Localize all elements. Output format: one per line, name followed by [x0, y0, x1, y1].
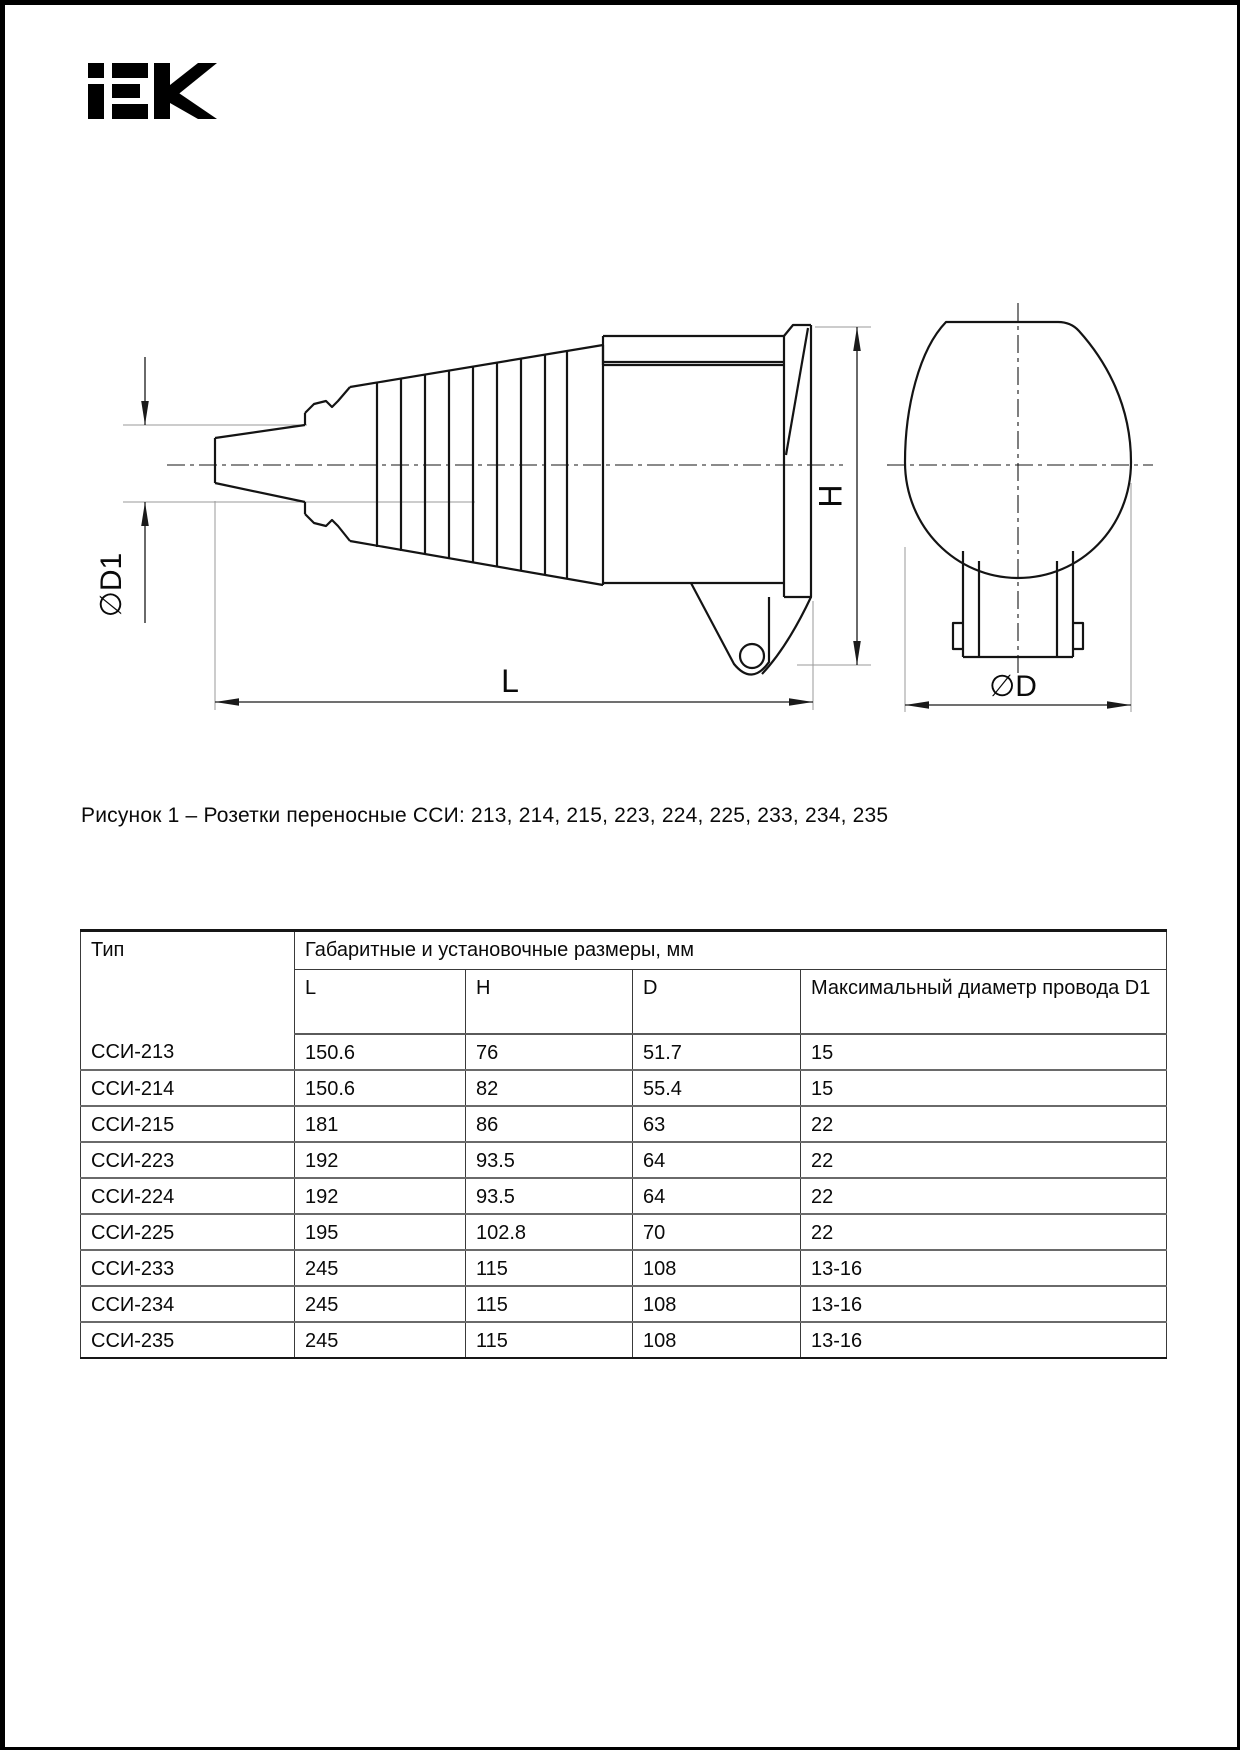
table-cell-l: 195	[295, 1214, 466, 1250]
table-cell-h: 102.8	[466, 1214, 633, 1250]
table-row	[81, 1142, 1167, 1178]
dim-label-l: L	[501, 663, 519, 699]
table-cell-d: 70	[633, 1214, 801, 1250]
table-cell-l: 192	[295, 1178, 466, 1214]
table-cell-type: ССИ-223	[81, 1142, 295, 1178]
table-cell-d: 64	[633, 1142, 801, 1178]
col-header-d1max: Максимальный диаметр провода D1	[801, 970, 1167, 1035]
table-cell-h: 76	[466, 1034, 633, 1070]
col-header-type: Тип	[81, 931, 295, 1035]
table-cell-d1max: 22	[801, 1214, 1167, 1250]
table-row	[81, 1286, 1167, 1322]
table-cell-d1max: 13-16	[801, 1322, 1167, 1358]
table-cell-type: ССИ-213	[81, 1034, 295, 1070]
table-row	[81, 1034, 1167, 1070]
iek-logo	[88, 61, 218, 119]
table-cell-l: 181	[295, 1106, 466, 1142]
table-cell-l: 192	[295, 1142, 466, 1178]
table-row	[81, 1106, 1167, 1142]
centerlines	[167, 303, 1153, 673]
iek-logo-glyphs	[88, 63, 217, 119]
table-cell-d1max: 15	[801, 1034, 1167, 1070]
col-header-d: D	[633, 970, 801, 1035]
table-row	[81, 1250, 1167, 1286]
table-cell-type: ССИ-233	[81, 1250, 295, 1286]
table-cell-d: 55.4	[633, 1070, 801, 1106]
dim-label-d1: ∅D1	[94, 552, 128, 618]
table-cell-d1max: 15	[801, 1070, 1167, 1106]
table-cell-type: ССИ-235	[91, 1330, 175, 1352]
table-cell-h: 86	[466, 1106, 633, 1142]
technical-drawing	[5, 255, 1240, 725]
dim-label-d: ∅D	[989, 670, 1037, 703]
table-cell-h: 115	[466, 1322, 633, 1358]
table-cell-type: ССИ-224	[81, 1178, 295, 1214]
table-cell-l: 150.6	[295, 1034, 466, 1070]
table-header-row-group	[81, 931, 1167, 970]
side-view	[215, 325, 811, 675]
col-header-l: L	[295, 970, 466, 1035]
dimension-lines	[145, 327, 1131, 705]
table-cell-d: 108	[633, 1322, 801, 1358]
table-cell-d: 51.7	[633, 1034, 801, 1070]
col-header-dimensions-group: Габаритные и установочные размеры, мм	[295, 931, 1167, 970]
table-cell-d: 64	[633, 1178, 801, 1214]
table-cell-type: ССИ-215	[81, 1106, 295, 1142]
spec-table	[80, 929, 1167, 1359]
figure-caption: Рисунок 1 – Розетки переносные ССИ: 213, 214, 215, 223, 224, 225, 233, 234, 235	[81, 804, 889, 827]
table-row	[81, 1322, 1167, 1358]
dim-label-h: H	[812, 484, 849, 508]
spec-table-body	[81, 1034, 1167, 1358]
table-cell-h: 93.5	[466, 1178, 633, 1214]
table-cell-l: 245	[295, 1322, 466, 1358]
table-cell-l: 150.6	[295, 1070, 466, 1106]
table-cell-l: 245	[295, 1250, 466, 1286]
table-cell-d: 108	[633, 1286, 801, 1322]
table-cell-type: ССИ-214	[81, 1070, 295, 1106]
col-header-h: H	[466, 970, 633, 1035]
table-cell-d1max: 22	[801, 1142, 1167, 1178]
table-cell-h: 115	[466, 1250, 633, 1286]
table-cell-d: 108	[633, 1250, 801, 1286]
table-cell-d1max: 22	[801, 1106, 1167, 1142]
table-cell-d1max: 13-16	[801, 1250, 1167, 1286]
table-cell-d1max: 22	[801, 1178, 1167, 1214]
table-cell-l: 245	[295, 1286, 466, 1322]
table-cell-type: ССИ-234	[81, 1286, 295, 1322]
table-cell-type: ССИ-225	[81, 1214, 295, 1250]
table-cell-h: 82	[466, 1070, 633, 1106]
table-cell-d1max: 13-16	[801, 1286, 1167, 1322]
table-row	[81, 1178, 1167, 1214]
table-row	[81, 1070, 1167, 1106]
table-cell-h: 115	[466, 1286, 633, 1322]
table-row	[81, 1214, 1167, 1250]
table-cell-h: 93.5	[466, 1142, 633, 1178]
table-cell-d: 63	[633, 1106, 801, 1142]
